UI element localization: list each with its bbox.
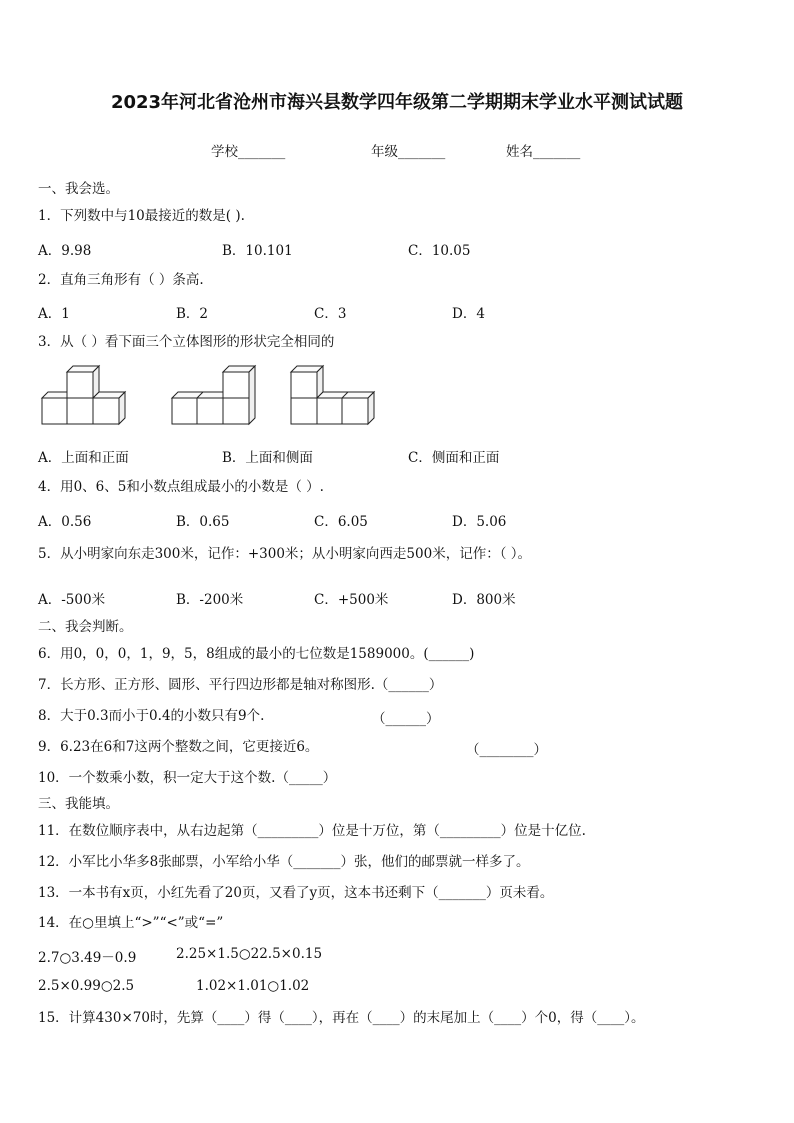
question-11: 11．在数位顺序表中，从右边起第（_________）位是十万位，第（_________）位是十亿位. xyxy=(38,823,586,839)
cube-figure-2 xyxy=(170,364,260,430)
question-1-option-c: C．10.05 xyxy=(408,243,471,259)
question-14-expr-1: 2.7○3.49－0.9 xyxy=(38,950,137,966)
question-3-option-c: C．侧面和正面 xyxy=(408,450,500,466)
grade-field: 年级_______ xyxy=(371,144,446,160)
name-field: 姓名_______ xyxy=(506,144,581,160)
question-12: 12．小军比小华多8张邮票，小军给小华（_______）张，他们的邮票就一样多了。 xyxy=(38,854,530,870)
question-14-expr-2: 2.25×1.5○22.5×0.15 xyxy=(176,946,323,962)
question-5-option-b: B．-200米 xyxy=(176,592,244,608)
question-2-option-a: A．1 xyxy=(38,306,70,322)
school-field: 学校_______ xyxy=(211,144,286,160)
question-4-option-c: C．6.05 xyxy=(314,514,368,530)
question-10: 10．一个数乘小数，积一定大于这个数.（_____） xyxy=(38,770,337,786)
question-4-stem: 4．用0、6、5和小数点组成最小的小数是（ ）. xyxy=(38,479,324,495)
cube-figure-3 xyxy=(289,364,379,430)
question-2-option-d: D．4 xyxy=(452,306,485,322)
question-3-stem: 3．从（ ）看下面三个立体图形的形状完全相同的 xyxy=(38,334,335,350)
question-1-option-a: A．9.98 xyxy=(38,243,92,259)
question-2-option-c: C．3 xyxy=(314,306,347,322)
cube-figure-1 xyxy=(40,364,130,430)
question-4-option-d: D．5.06 xyxy=(452,514,507,530)
section-heading-1: 一、我会选。 xyxy=(38,181,119,197)
page-title: 2023年河北省沧州市海兴县数学四年级第二学期期末学业水平测试试题 xyxy=(110,92,684,113)
question-3-option-a: A．上面和正面 xyxy=(38,450,129,466)
question-5-stem: 5．从小明家向东走300米，记作：+300米；从小明家向西走500米，记作：（ ）。 xyxy=(38,546,531,562)
question-2-option-b: B．2 xyxy=(176,306,209,322)
question-5-option-a: A．-500米 xyxy=(38,592,106,608)
section-heading-3: 三、我能填。 xyxy=(38,796,119,812)
question-3-option-b: B．上面和侧面 xyxy=(222,450,313,466)
question-5-option-c: C．+500米 xyxy=(314,592,389,608)
question-4-option-a: A．0.56 xyxy=(38,514,92,530)
question-14-stem: 14．在○里填上“>”“<”或“=” xyxy=(38,915,224,931)
question-15: 15．计算430×70时，先算（____）得（____），再在（____）的末尾加上（____）个0，得（____）。 xyxy=(38,1010,645,1026)
question-7: 7．长方形、正方形、圆形、平行四边形都是轴对称图形.（______） xyxy=(38,677,443,693)
question-8-text: 8．大于0.3而小于0.4的小数只有9个. xyxy=(38,708,265,724)
question-14-expr-4: 1.02×1.01○1.02 xyxy=(196,978,310,994)
question-4-option-b: B．0.65 xyxy=(176,514,230,530)
question-5-option-d: D．800米 xyxy=(452,592,516,608)
question-2-stem: 2．直角三角形有（ ）条高. xyxy=(38,272,204,288)
question-13: 13．一本书有x页，小红先看了20页，又看了y页，这本书还剩下（_______）页未看。 xyxy=(38,885,554,901)
question-1-stem: 1．下列数中与10最接近的数是( ). xyxy=(38,208,245,224)
question-9-text: 9．6.23在6和7这两个整数之间，它更接近6。 xyxy=(38,739,319,755)
section-heading-2: 二、我会判断。 xyxy=(38,619,133,635)
question-1-option-b: B．10.101 xyxy=(222,243,293,259)
question-14-expr-3: 2.5×0.99○2.5 xyxy=(38,978,135,994)
question-6: 6．用0，0，0，1，9，5，8组成的最小的七位数是1589000。(______) xyxy=(38,646,475,662)
question-9-blank: （________） xyxy=(466,742,547,758)
question-8-blank: （______） xyxy=(372,711,440,727)
